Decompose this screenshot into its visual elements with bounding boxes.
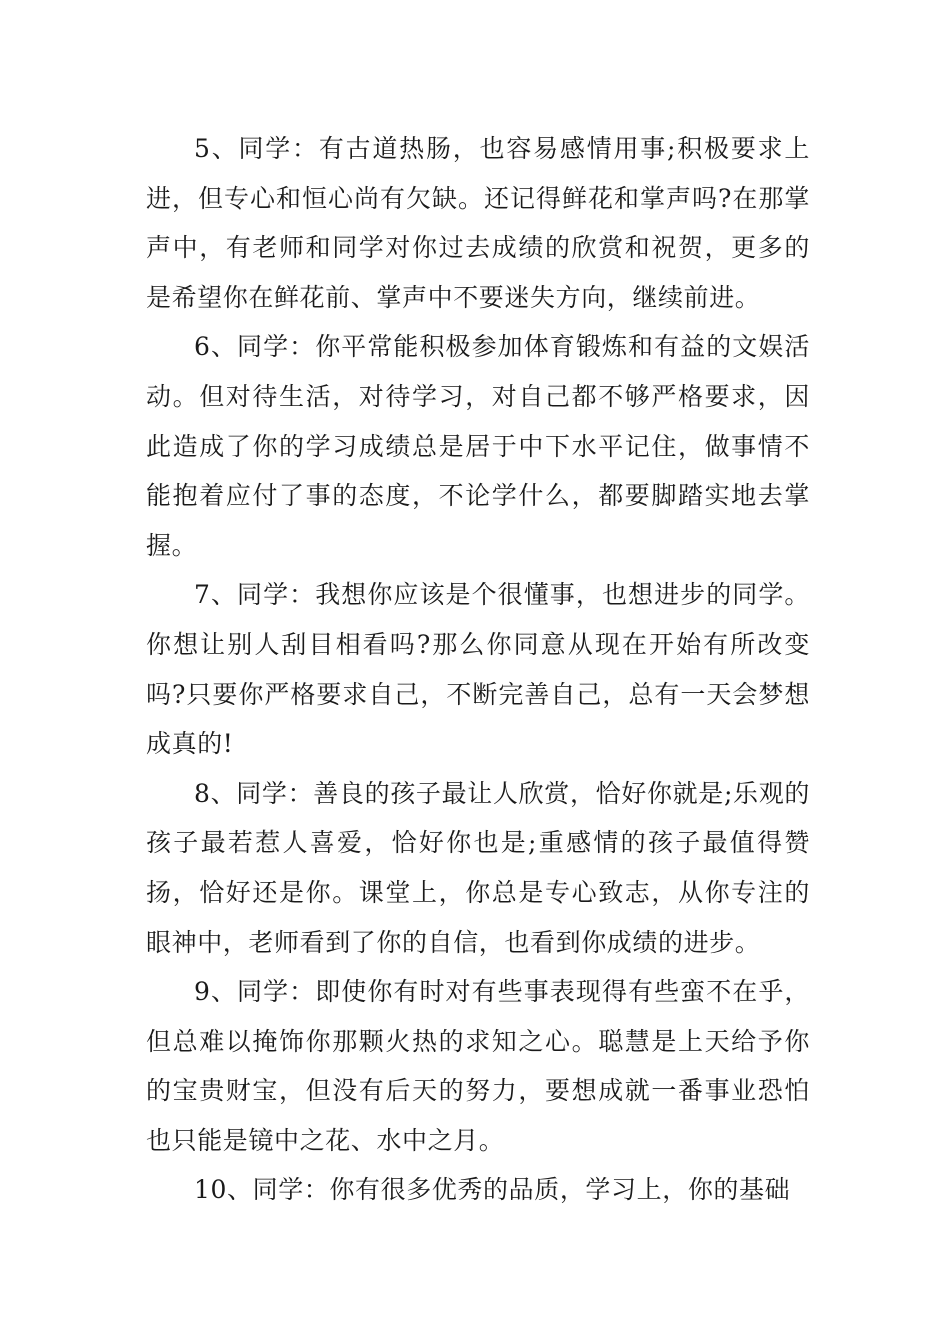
document-body	[146, 124, 810, 1215]
paragraph-comment-9: 9、同学：即使你有时对有些事表现得有些蛮不在乎，但总难以掩饰你那颗火热的求知之心。聪慧是上天给予你的宝贵财宝，但没有后天的努力，要想成就一番事业恐怕也只能是镜中之花、水中之月。	[146, 977, 810, 1155]
paragraph-comment-7: 7、同学：我想你应该是个很懂事，也想进步的同学。你想让别人刮目相看吗?那么你同意从现在开始有所改变吗?只要你严格要求自己，不断完善自己，总有一天会梦想成真的!	[146, 580, 810, 759]
paragraph-comment-10: 10、同学：你有很多优秀的品质，学习上，你的基础	[194, 1175, 791, 1205]
paragraph-comment-8: 8、同学：善良的孩子最让人欣赏，恰好你就是;乐观的孩子最若惹人喜爱，恰好你也是;重感情的孩子最值得赞扬，恰好还是你。课堂上，你总是专心致志，从你专注的眼神中，老师看到了你的自信，也看到你成绩的进步。	[146, 778, 810, 957]
paragraph-comment-6: 6、同学：你平常能积极参加体育锻炼和有益的文娱活动。但对待生活，对待学习，对自己都不够严格要求，因此造成了你的学习成绩总是居于中下水平记住，做事情不能抱着应付了事的态度，不论学什么，都要脚踏实地去掌握。	[146, 332, 810, 560]
paragraph-comment-5: 5、同学：有古道热肠，也容易感情用事;积极要求上进，但专心和恒心尚有欠缺。还记得鲜花和掌声吗?在那掌声中，有老师和同学对你过去成绩的欣赏和祝贺，更多的是希望你在鲜花前、掌声中不要迷失方向，继续前进。	[146, 134, 810, 312]
